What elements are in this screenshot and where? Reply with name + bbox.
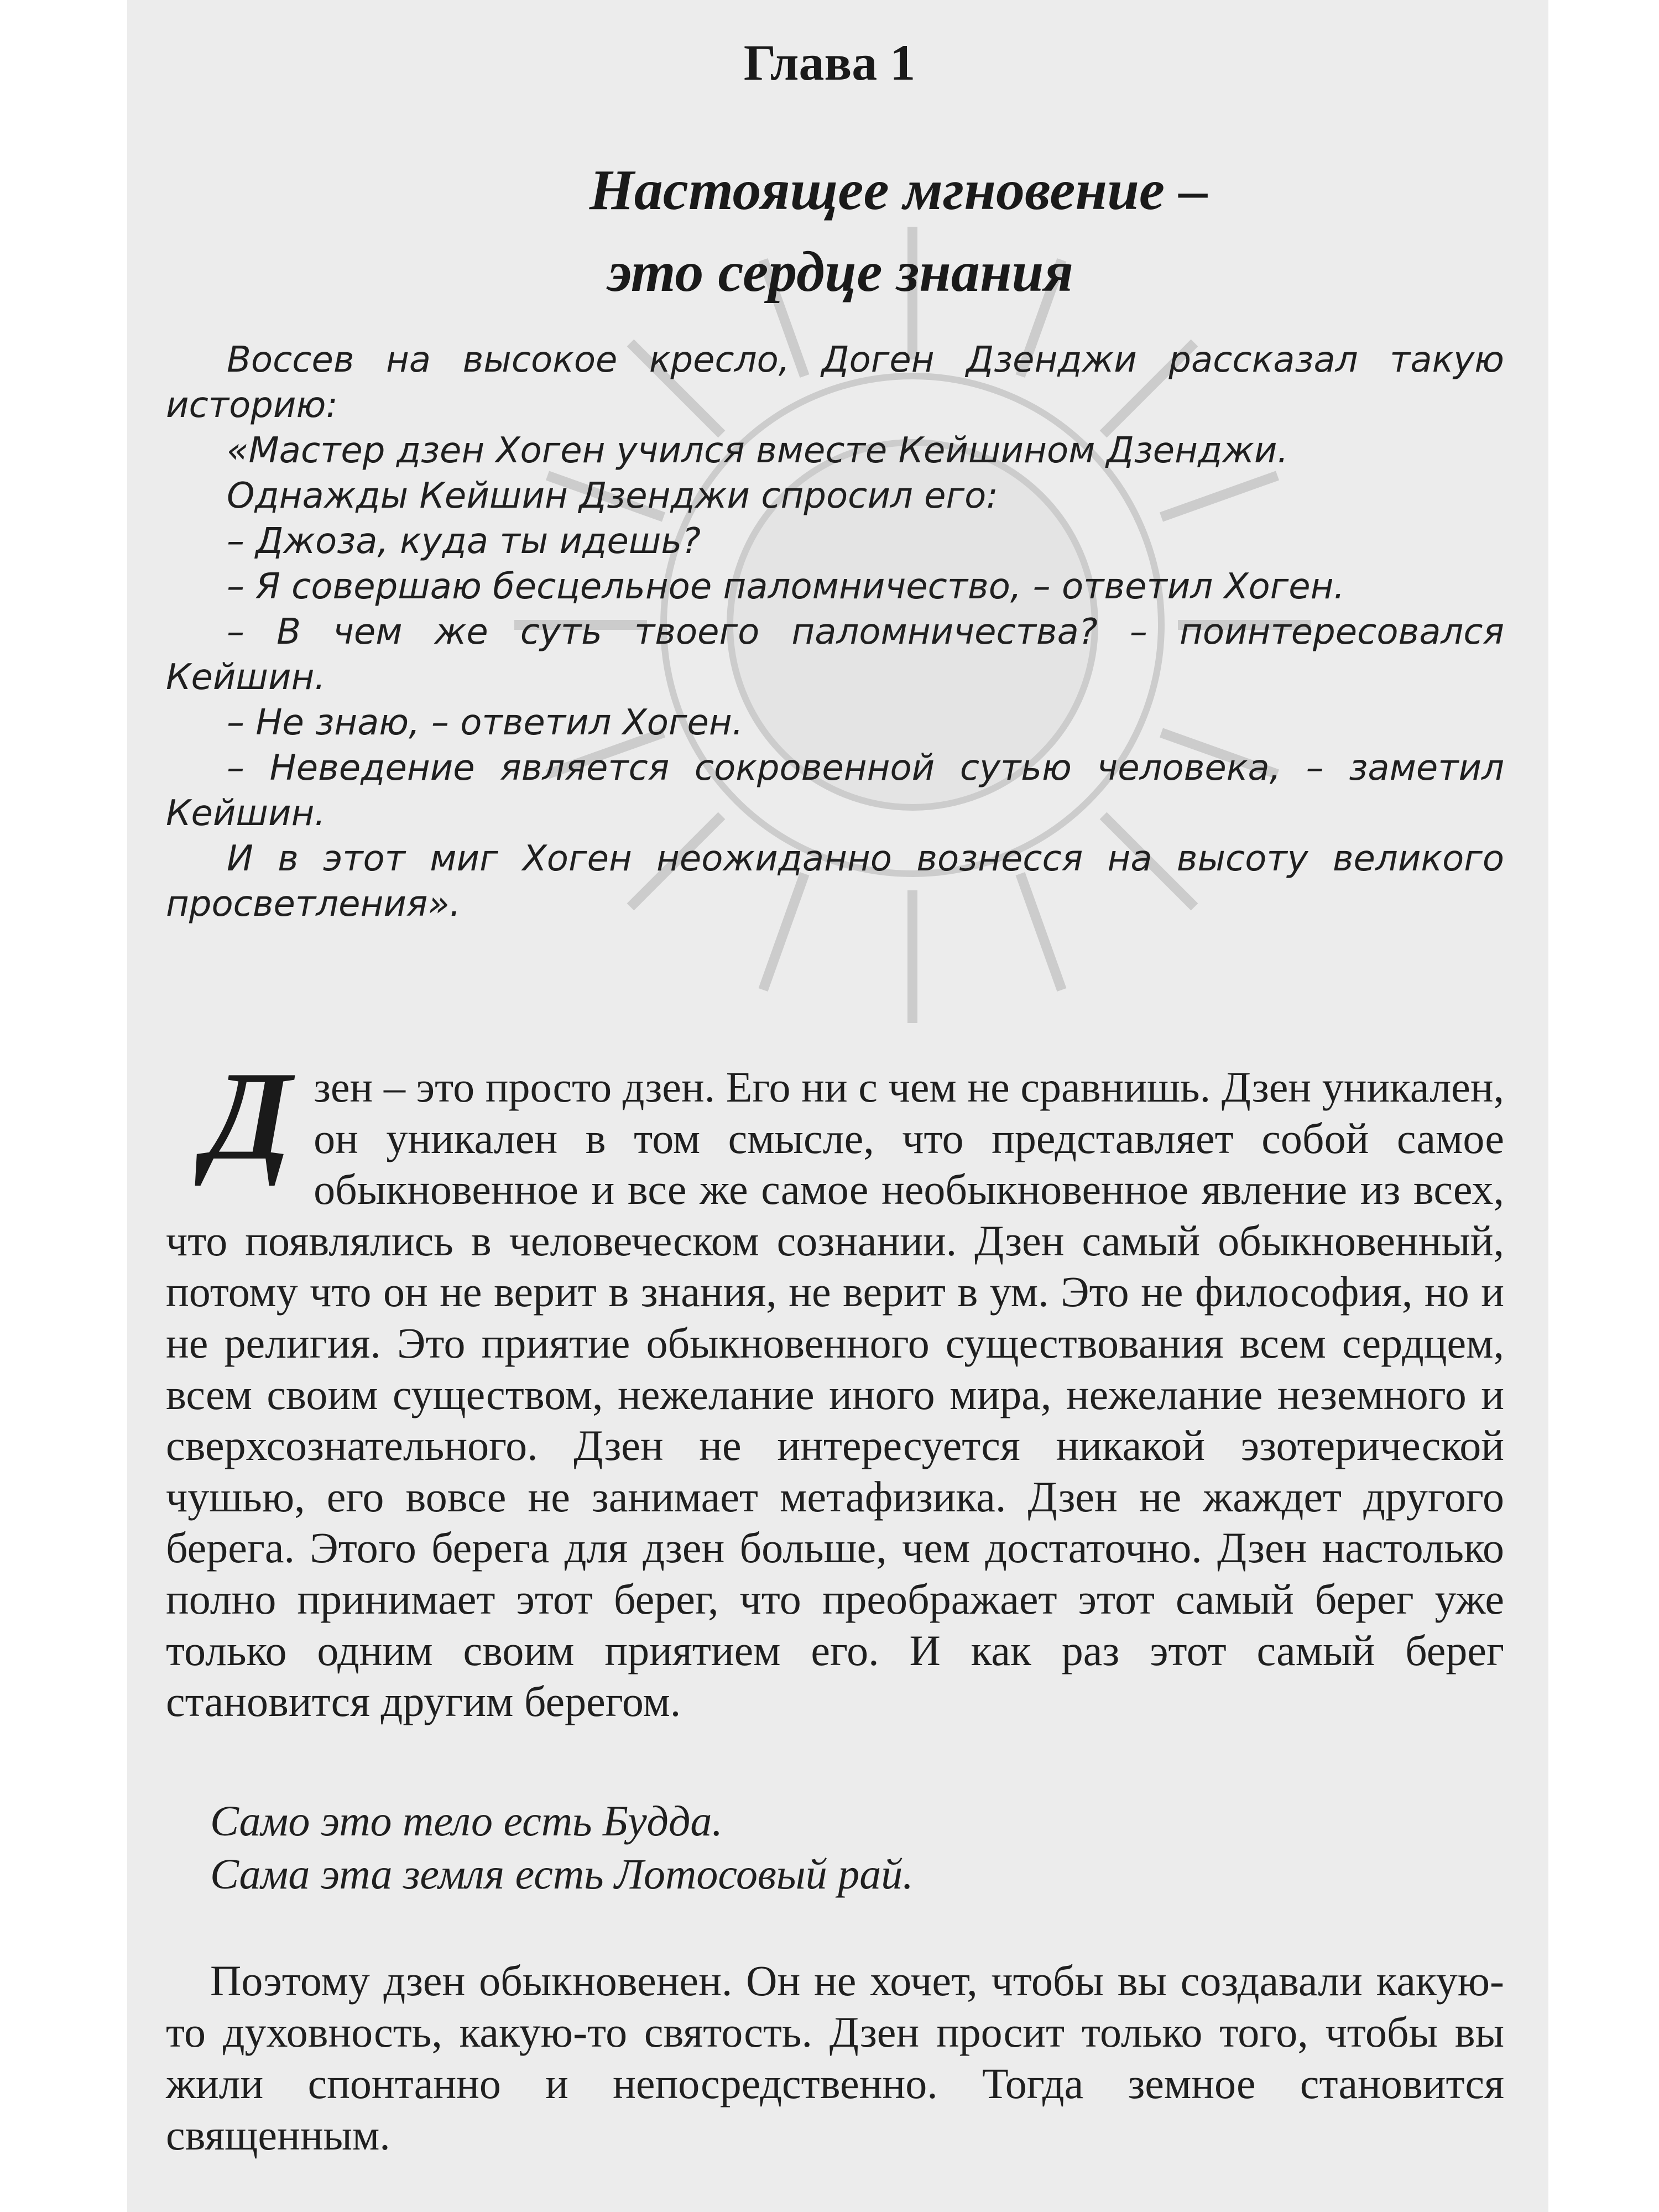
story-paragraph: – Джоза, куда ты идешь? xyxy=(227,521,701,562)
story-paragraph: И в этот миг Хоген неожиданно вознесся на высоту великого просветления». xyxy=(166,838,1504,925)
chapter-title xyxy=(0,149,1659,313)
story-paragraph: «Мастер дзен Хоген учился вместе Кейшином Дзенджи. xyxy=(227,430,1288,471)
verse-line: Сама эта земля есть Лотосовый рай. xyxy=(210,1850,914,1898)
main-paragraph-text: зен – это просто дзен. Его ни с чем не сравнишь. Дзен уникален, он уникален в том смысле, что представляет собой самое обыкновенное и все же самое необыкновенное явление из всех, что появлялись в человеческом сознании. Дзен самый обыкновенный, потому что он не верит в знания, не верит в ум. Это не философия, но и не религия. Это приятие обыкновенного существования всем сердцем, всем своим существом, нежелание иного мира, нежелание неземного и сверхсознательного. Дзен не интересуется никакой эзотерической чушью, его вовсе не занимает метафизика. Дзен не жаждет другого берега. Этого берега для дзен больше, чем достаточно. Дзен настолько полно принимает этот берег, что преображает этот самый берег уже только одним своим приятием его. И как раз этот самый берег становится другим берегом. xyxy=(166,1063,1504,1726)
story-paragraph: – Неведение является сокровенной сутью человека, – заметил Кейшин. xyxy=(166,748,1504,834)
chapter-title-line-1: Настоящее мгновение – xyxy=(589,158,1208,222)
chapter-heading: Глава 1 xyxy=(743,34,916,91)
closing-paragraph: Поэтому дзен обыкновенен. Он не хочет, чтобы вы создавали какую-то духовность, какую-то святость. Дзен просит только того, чтобы вы жили спонтанно и непосредственно. Тогда земное становится священным. xyxy=(166,1957,1504,2159)
epigraph-story xyxy=(166,337,1504,927)
chapter-title-line-2: это сердце знания xyxy=(608,240,1073,304)
page-margin xyxy=(1548,0,1659,2212)
main-paragraph xyxy=(166,1045,1504,1728)
drop-cap: Д xyxy=(205,1045,292,1186)
story-paragraph: – Не знаю, – ответил Хоген. xyxy=(227,702,744,743)
verse-line: Само это тело есть Будда. xyxy=(210,1797,723,1845)
verse xyxy=(210,1794,914,1901)
story-paragraph: Однажды Кейшин Дзенджи спросил его: xyxy=(227,476,998,517)
story-paragraph: – В чем же суть твоего паломничества? – поинтересовался Кейшин. xyxy=(166,612,1504,698)
story-paragraph: – Я совершаю бесцельное паломничество, – ответил Хоген. xyxy=(227,566,1345,607)
story-paragraph: Воссев на высокое кресло, Доген Дзенджи рассказал такую историю: xyxy=(166,340,1504,426)
